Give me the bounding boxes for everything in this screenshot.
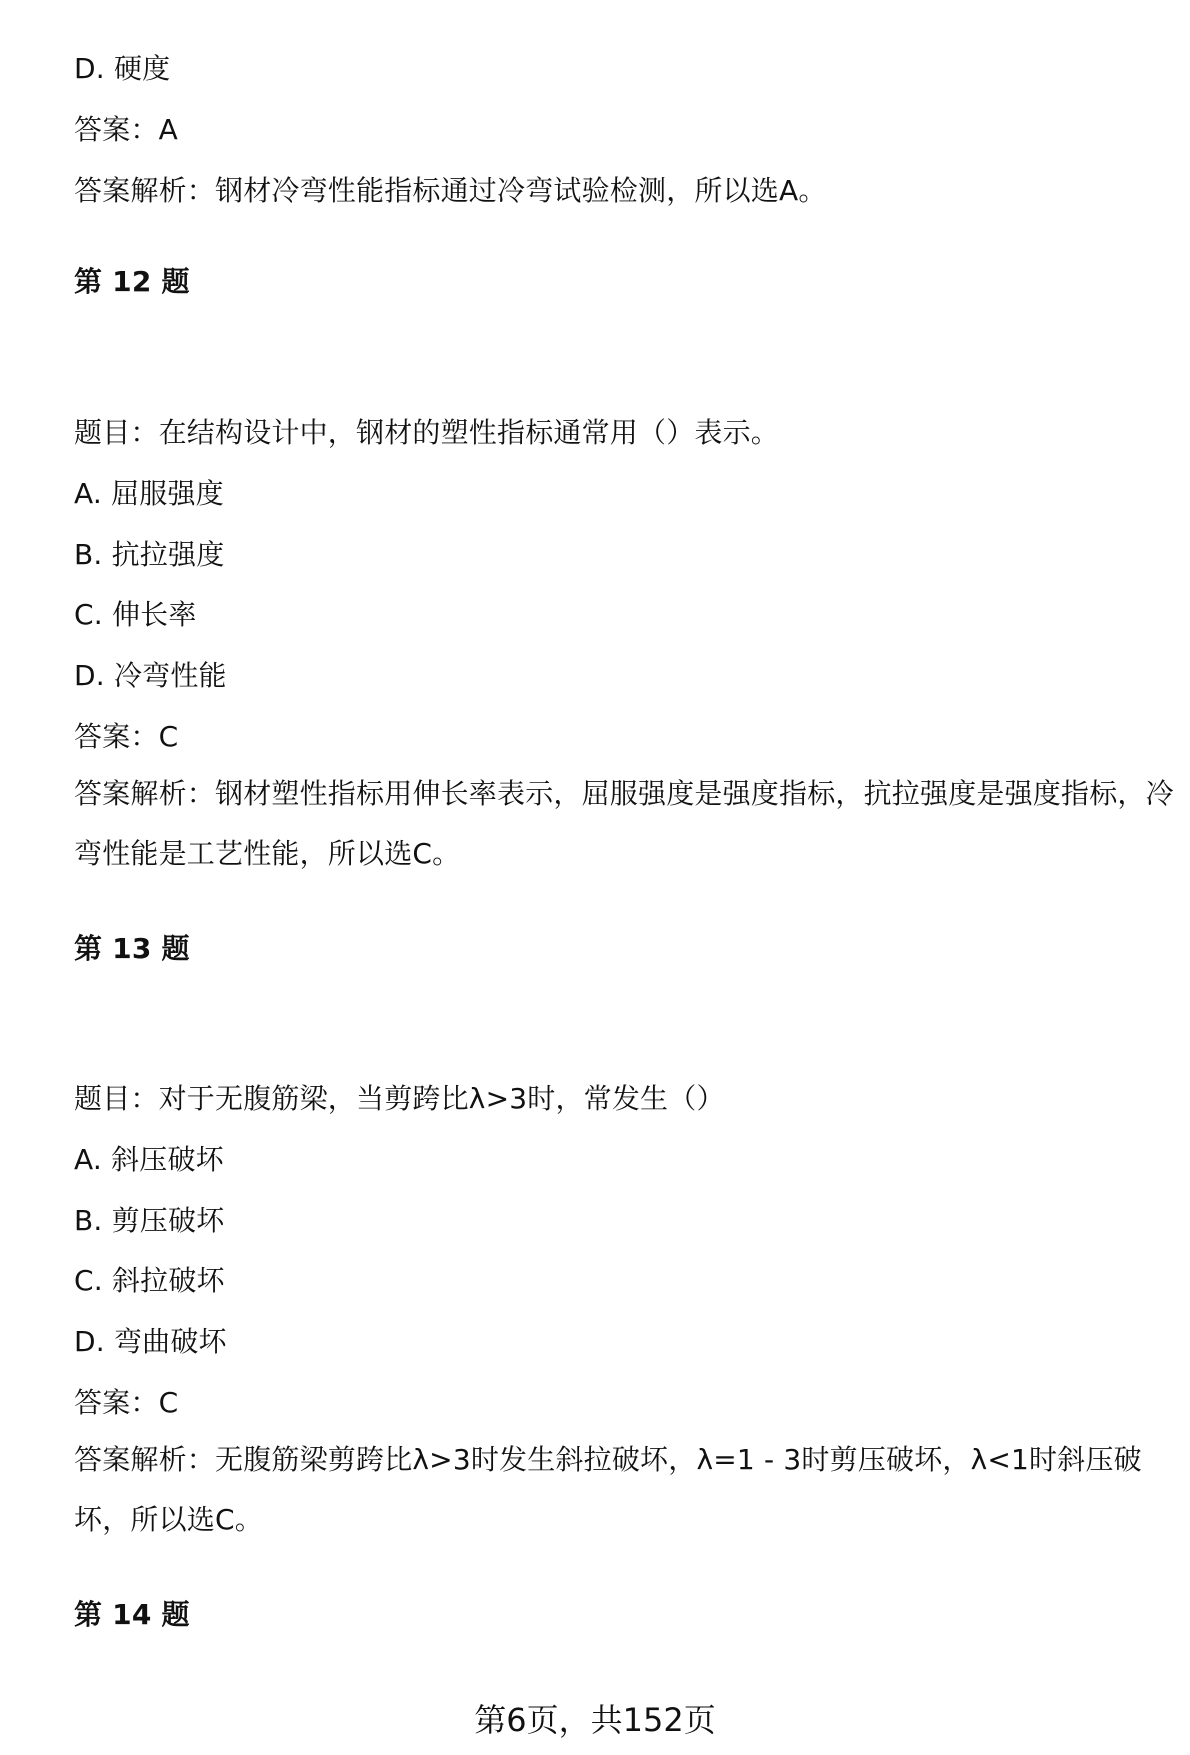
- prev-option-d: D. 硬度: [74, 52, 171, 85]
- question-12-option-a: A. 屈服强度: [74, 477, 224, 510]
- question-13-explanation: 答案解析：无腹筋梁剪跨比λ>3时发生斜拉破坏，λ=1 - 3时剪压破坏，λ<1时斜压破坏，所以选C。: [74, 1443, 1142, 1536]
- prev-explanation: 答案解析：钢材冷弯性能指标通过冷弯试验检测，所以选A。: [74, 174, 827, 207]
- question-13-option-d: D. 弯曲破坏: [74, 1325, 227, 1358]
- question-14-heading: 第 14 题: [74, 1598, 190, 1631]
- question-12-explanation: 答案解析：钢材塑性指标用伸长率表示，屈服强度是强度指标，抗拉强度是强度指标，冷弯性能是工艺性能，所以选C。: [74, 777, 1174, 870]
- question-13-option-c: C. 斜拉破坏: [74, 1264, 225, 1297]
- question-13-option-a: A. 斜压破坏: [74, 1143, 224, 1176]
- question-12-option-c: C. 伸长率: [74, 598, 197, 631]
- question-13-answer: 答案：C: [74, 1386, 179, 1419]
- question-13-heading: 第 13 题: [74, 932, 190, 965]
- question-13-prompt: 题目：对于无腹筋梁，当剪跨比λ>3时，常发生（）: [74, 1082, 725, 1115]
- question-12-option-d: D. 冷弯性能: [74, 659, 227, 692]
- question-12-option-b: B. 抗拉强度: [74, 538, 225, 571]
- prev-answer: 答案：A: [74, 113, 178, 146]
- page-number-footer: 第6页，共152页: [474, 1701, 716, 1739]
- question-12-answer: 答案：C: [74, 720, 179, 753]
- question-13-option-b: B. 剪压破坏: [74, 1204, 225, 1237]
- question-12-prompt: 题目：在结构设计中，钢材的塑性指标通常用（）表示。: [74, 416, 780, 449]
- question-12-heading: 第 12 题: [74, 265, 190, 298]
